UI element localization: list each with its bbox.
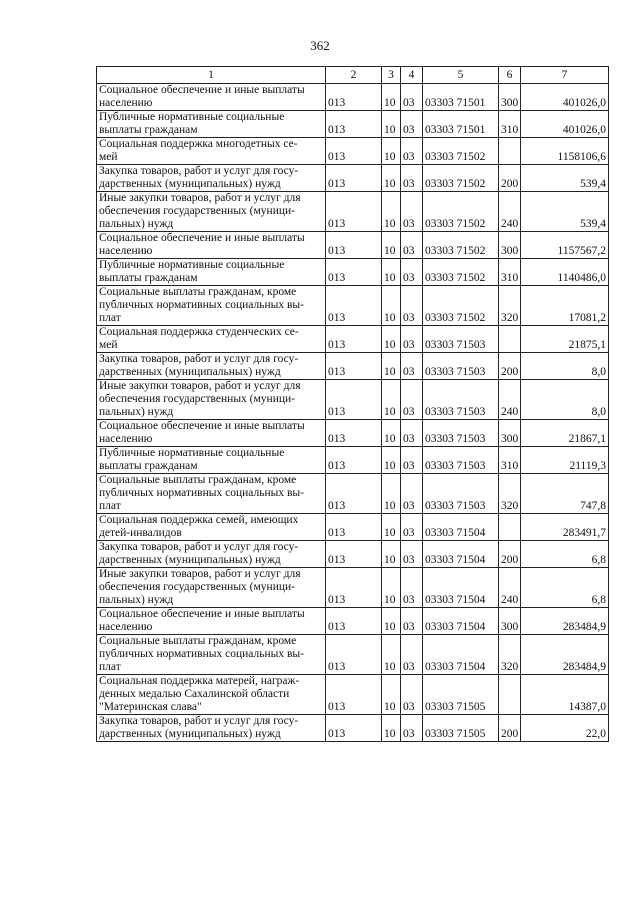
table-row	[97, 541, 609, 568]
description-line: дарственных (муниципальных) нужд	[99, 554, 281, 566]
cell-c3: 10	[382, 568, 401, 608]
cell-c6	[499, 326, 521, 353]
description-line: денных медалью Сахалинской области	[99, 688, 290, 700]
cell-c7: 6,8	[521, 541, 609, 568]
cell-c5: 03303 71501	[423, 84, 499, 111]
description-line: Публичные нормативные социальные	[99, 259, 285, 271]
row-description	[97, 286, 326, 326]
cell-c6: 320	[499, 286, 521, 326]
cell-c7: 14387,0	[521, 675, 609, 715]
description-line: выплаты гражданам	[99, 460, 198, 472]
cell-c4: 03	[401, 675, 423, 715]
description-line: Социальное обеспечение и иные выплаты	[99, 420, 305, 432]
cell-c5: 03303 71503	[423, 420, 499, 447]
cell-c2: 013	[326, 635, 382, 675]
cell-c5: 03303 71502	[423, 286, 499, 326]
cell-c4: 03	[401, 420, 423, 447]
row-description	[97, 675, 326, 715]
description-line: Публичные нормативные социальные	[99, 447, 285, 459]
cell-c5: 03303 71505	[423, 715, 499, 742]
description-line: дарственных (муниципальных) нужд	[99, 366, 281, 378]
table-row	[97, 474, 609, 514]
cell-c2: 013	[326, 111, 382, 138]
table-row	[97, 568, 609, 608]
cell-c2: 013	[326, 259, 382, 286]
cell-c5: 03303 71504	[423, 541, 499, 568]
cell-c3: 10	[382, 138, 401, 165]
page-number: 362	[310, 38, 330, 53]
description-line: выплаты гражданам	[99, 272, 198, 284]
description-line: Закупка товаров, работ и услуг для госу-	[99, 715, 299, 727]
cell-c5: 03303 71504	[423, 635, 499, 675]
description-line: пальных) нужд	[99, 218, 174, 230]
table-row	[97, 514, 609, 541]
cell-c5: 03303 71503	[423, 474, 499, 514]
cell-c6: 300	[499, 84, 521, 111]
cell-c5: 03303 71502	[423, 165, 499, 192]
cell-c3: 10	[382, 353, 401, 380]
description-line: пальных) нужд	[99, 594, 174, 606]
cell-c7: 283491,7	[521, 514, 609, 541]
description-line: населению	[99, 245, 153, 257]
cell-c3: 10	[382, 715, 401, 742]
table-row	[97, 715, 609, 742]
description-line: пальных) нужд	[99, 406, 174, 418]
row-description	[97, 259, 326, 286]
cell-c2: 013	[326, 608, 382, 635]
table-row	[97, 326, 609, 353]
cell-c4: 03	[401, 635, 423, 675]
cell-c6: 300	[499, 232, 521, 259]
description-line: плат	[99, 312, 121, 324]
cell-c2: 013	[326, 353, 382, 380]
cell-c7: 283484,9	[521, 608, 609, 635]
cell-c5: 03303 71503	[423, 326, 499, 353]
cell-c7: 539,4	[521, 192, 609, 232]
cell-c4: 03	[401, 447, 423, 474]
cell-c3: 10	[382, 675, 401, 715]
cell-c5: 03303 71502	[423, 138, 499, 165]
cell-c5: 03303 71502	[423, 259, 499, 286]
cell-c3: 10	[382, 447, 401, 474]
cell-c2: 013	[326, 232, 382, 259]
table-body	[97, 84, 609, 742]
cell-c2: 013	[326, 192, 382, 232]
description-line: Социальная поддержка студенческих се-	[99, 326, 299, 338]
cell-c2: 013	[326, 326, 382, 353]
cell-c4: 03	[401, 353, 423, 380]
column-header-4: 4	[401, 67, 423, 84]
cell-c5: 03303 71503	[423, 380, 499, 420]
cell-c3: 10	[382, 286, 401, 326]
description-line: обеспечения государственных (муници-	[99, 205, 295, 217]
cell-c6: 200	[499, 353, 521, 380]
cell-c3: 10	[382, 474, 401, 514]
cell-c4: 03	[401, 232, 423, 259]
cell-c3: 10	[382, 541, 401, 568]
cell-c6: 240	[499, 568, 521, 608]
description-line: Иные закупки товаров, работ и услуг для	[99, 380, 301, 392]
row-description	[97, 447, 326, 474]
cell-c6: 200	[499, 165, 521, 192]
row-description	[97, 165, 326, 192]
row-description	[97, 326, 326, 353]
cell-c3: 10	[382, 232, 401, 259]
cell-c3: 10	[382, 192, 401, 232]
row-description	[97, 138, 326, 165]
cell-c6	[499, 675, 521, 715]
cell-c4: 03	[401, 715, 423, 742]
header-row	[97, 67, 609, 84]
description-line: Иные закупки товаров, работ и услуг для	[99, 192, 301, 204]
cell-c4: 03	[401, 192, 423, 232]
description-line: детей-инвалидов	[99, 527, 182, 539]
row-description	[97, 514, 326, 541]
description-line: обеспечения государственных (муници-	[99, 581, 295, 593]
cell-c5: 03303 71503	[423, 447, 499, 474]
cell-c4: 03	[401, 326, 423, 353]
cell-c2: 013	[326, 447, 382, 474]
description-line: населению	[99, 621, 153, 633]
cell-c7: 22,0	[521, 715, 609, 742]
cell-c2: 013	[326, 675, 382, 715]
column-header-7: 7	[521, 67, 609, 84]
table-row	[97, 608, 609, 635]
cell-c7: 1157567,2	[521, 232, 609, 259]
cell-c2: 013	[326, 84, 382, 111]
cell-c6: 300	[499, 608, 521, 635]
column-header-2: 2	[326, 67, 382, 84]
description-line: мей	[99, 339, 118, 351]
cell-c5: 03303 71503	[423, 353, 499, 380]
table-row	[97, 420, 609, 447]
cell-c4: 03	[401, 541, 423, 568]
column-header-3: 3	[382, 67, 401, 84]
column-header-6: 6	[499, 67, 521, 84]
description-line: "Материнская слава"	[99, 701, 202, 713]
table-row	[97, 675, 609, 715]
budget-table	[96, 66, 609, 742]
cell-c4: 03	[401, 165, 423, 192]
cell-c7: 747,8	[521, 474, 609, 514]
cell-c4: 03	[401, 568, 423, 608]
cell-c3: 10	[382, 608, 401, 635]
description-line: Социальное обеспечение и иные выплаты	[99, 608, 305, 620]
description-line: дарственных (муниципальных) нужд	[99, 178, 281, 190]
table-row	[97, 353, 609, 380]
cell-c6: 310	[499, 111, 521, 138]
cell-c7: 401026,0	[521, 111, 609, 138]
description-line: обеспечения государственных (муници-	[99, 393, 295, 405]
cell-c7: 1140486,0	[521, 259, 609, 286]
cell-c7: 21875,1	[521, 326, 609, 353]
cell-c2: 013	[326, 286, 382, 326]
description-line: публичных нормативных социальных вы-	[99, 487, 304, 499]
cell-c4: 03	[401, 474, 423, 514]
table-row	[97, 165, 609, 192]
description-line: выплаты гражданам	[99, 124, 198, 136]
cell-c3: 10	[382, 380, 401, 420]
description-line: Социальная поддержка семей, имеющих	[99, 514, 299, 526]
description-line: Социальная поддержка многодетных се-	[99, 138, 298, 150]
cell-c3: 10	[382, 514, 401, 541]
description-line: Социальное обеспечение и иные выплаты	[99, 84, 305, 96]
cell-c7: 283484,9	[521, 635, 609, 675]
description-line: публичных нормативных социальных вы-	[99, 299, 304, 311]
cell-c6: 200	[499, 715, 521, 742]
row-description	[97, 380, 326, 420]
table-row	[97, 192, 609, 232]
cell-c4: 03	[401, 380, 423, 420]
cell-c6	[499, 514, 521, 541]
cell-c5: 03303 71501	[423, 111, 499, 138]
description-line: Закупка товаров, работ и услуг для госу-	[99, 165, 299, 177]
row-description	[97, 232, 326, 259]
table-row	[97, 111, 609, 138]
description-line: плат	[99, 500, 121, 512]
description-line: Социальные выплаты гражданам, кроме	[99, 286, 297, 298]
cell-c3: 10	[382, 84, 401, 111]
column-header-5: 5	[423, 67, 499, 84]
cell-c6	[499, 138, 521, 165]
cell-c6: 200	[499, 541, 521, 568]
cell-c3: 10	[382, 420, 401, 447]
cell-c7: 6,8	[521, 568, 609, 608]
description-line: Социальные выплаты гражданам, кроме	[99, 474, 297, 486]
cell-c7: 21867,1	[521, 420, 609, 447]
row-description	[97, 568, 326, 608]
table-row	[97, 84, 609, 111]
row-description	[97, 111, 326, 138]
cell-c7: 8,0	[521, 353, 609, 380]
cell-c5: 03303 71504	[423, 608, 499, 635]
description-line: Иные закупки товаров, работ и услуг для	[99, 568, 301, 580]
row-description	[97, 420, 326, 447]
cell-c3: 10	[382, 111, 401, 138]
cell-c5: 03303 71502	[423, 232, 499, 259]
cell-c5: 03303 71504	[423, 514, 499, 541]
cell-c2: 013	[326, 420, 382, 447]
cell-c6: 240	[499, 380, 521, 420]
cell-c4: 03	[401, 84, 423, 111]
table-row	[97, 380, 609, 420]
row-description	[97, 192, 326, 232]
row-description	[97, 353, 326, 380]
cell-c2: 013	[326, 514, 382, 541]
description-line: Социальная поддержка матерей, награж-	[99, 675, 300, 687]
cell-c6: 240	[499, 192, 521, 232]
cell-c4: 03	[401, 138, 423, 165]
description-line: дарственных (муниципальных) нужд	[99, 728, 281, 740]
cell-c6: 300	[499, 420, 521, 447]
cell-c2: 013	[326, 138, 382, 165]
cell-c4: 03	[401, 111, 423, 138]
cell-c3: 10	[382, 635, 401, 675]
description-line: Публичные нормативные социальные	[99, 111, 285, 123]
cell-c4: 03	[401, 608, 423, 635]
cell-c6: 320	[499, 635, 521, 675]
cell-c7: 539,4	[521, 165, 609, 192]
cell-c3: 10	[382, 259, 401, 286]
table-header	[97, 67, 609, 84]
row-description	[97, 635, 326, 675]
cell-c3: 10	[382, 326, 401, 353]
description-line: Социальные выплаты гражданам, кроме	[99, 635, 297, 647]
cell-c2: 013	[326, 568, 382, 608]
cell-c5: 03303 71502	[423, 192, 499, 232]
cell-c7: 17081,2	[521, 286, 609, 326]
row-description	[97, 608, 326, 635]
cell-c6: 310	[499, 259, 521, 286]
table-row	[97, 447, 609, 474]
row-description	[97, 84, 326, 111]
description-line: населению	[99, 97, 153, 109]
table-row	[97, 286, 609, 326]
cell-c7: 1158106,6	[521, 138, 609, 165]
cell-c3: 10	[382, 165, 401, 192]
cell-c2: 013	[326, 165, 382, 192]
table-row	[97, 138, 609, 165]
cell-c7: 8,0	[521, 380, 609, 420]
cell-c7: 401026,0	[521, 84, 609, 111]
cell-c7: 21119,3	[521, 447, 609, 474]
table-row	[97, 232, 609, 259]
description-line: плат	[99, 661, 121, 673]
cell-c4: 03	[401, 286, 423, 326]
cell-c6: 310	[499, 447, 521, 474]
description-line: Закупка товаров, работ и услуг для госу-	[99, 353, 299, 365]
cell-c6: 320	[499, 474, 521, 514]
column-header-1: 1	[97, 67, 326, 84]
cell-c5: 03303 71505	[423, 675, 499, 715]
cell-c2: 013	[326, 541, 382, 568]
description-line: Социальное обеспечение и иные выплаты	[99, 232, 305, 244]
cell-c4: 03	[401, 259, 423, 286]
cell-c2: 013	[326, 715, 382, 742]
cell-c4: 03	[401, 514, 423, 541]
cell-c2: 013	[326, 380, 382, 420]
description-line: мей	[99, 151, 118, 163]
table-row	[97, 635, 609, 675]
row-description	[97, 474, 326, 514]
table-row	[97, 259, 609, 286]
row-description	[97, 541, 326, 568]
cell-c5: 03303 71504	[423, 568, 499, 608]
cell-c2: 013	[326, 474, 382, 514]
description-line: населению	[99, 433, 153, 445]
row-description	[97, 715, 326, 742]
description-line: Закупка товаров, работ и услуг для госу-	[99, 541, 299, 553]
description-line: публичных нормативных социальных вы-	[99, 648, 304, 660]
